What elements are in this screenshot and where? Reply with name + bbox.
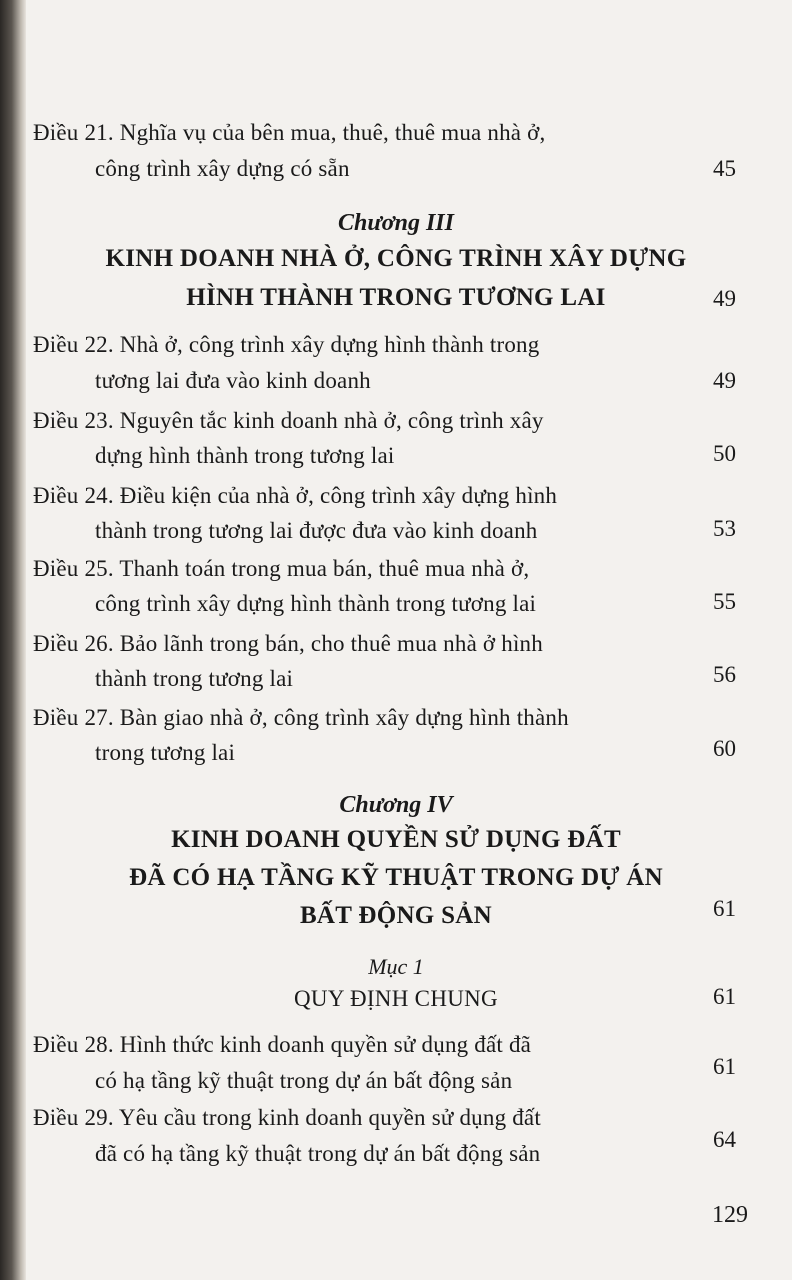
- toc-entry-22-line2: tương lai đưa vào kinh doanh: [95, 368, 371, 393]
- toc-entry-29-page: 64: [713, 1127, 736, 1152]
- toc-entry-23-line1: Điều 23. Nguyên tắc kinh doanh nhà ở, công trình xây: [33, 408, 544, 433]
- toc-entry-22-page: 49: [713, 368, 736, 393]
- toc-entry-25-line2: công trình xây dựng hình thành trong tương lai: [95, 591, 537, 616]
- toc-entry-27-line1: Điều 27. Bàn giao nhà ở, công trình xây dựng hình thành: [33, 705, 569, 730]
- chapter-4-title-line3: BẤT ĐỘNG SẢN: [299, 902, 493, 929]
- page-number: 129: [712, 1202, 748, 1228]
- section-1-page: 61: [713, 984, 736, 1009]
- toc-entry-29-line1: Điều 29. Yêu cầu trong kinh doanh quyền sử dụng đất: [33, 1105, 541, 1130]
- toc-entry-24-page: 53: [713, 516, 736, 541]
- toc-entry-28-page: 61: [713, 1054, 736, 1079]
- toc-entry-26-page: 56: [713, 662, 736, 687]
- toc-entry-28-line1: Điều 28. Hình thức kinh doanh quyền sử dụng đất đã: [33, 1032, 532, 1057]
- toc-entry-29-line2: đã có hạ tầng kỹ thuật trong dự án bất động sản: [95, 1141, 541, 1166]
- toc-entry-27-page: 60: [713, 736, 736, 761]
- toc-entry-26-line2: thành trong tương lai: [95, 666, 294, 691]
- chapter-4-title-line1: KINH DOANH QUYỀN SỬ DỤNG ĐẤT: [171, 826, 621, 853]
- toc-entry-24-line2: thành trong tương lai được đưa vào kinh doanh: [95, 518, 538, 543]
- toc-entry-25-page: 55: [713, 589, 736, 614]
- toc-entry-22-line1: Điều 22. Nhà ở, công trình xây dựng hình thành trong: [33, 332, 540, 357]
- chapter-4-label: Chương IV: [339, 792, 453, 818]
- chapter-4-page: 61: [713, 896, 736, 921]
- toc-entry-21-line1: Điều 21. Nghĩa vụ của bên mua, thuê, thuê mua nhà ở,: [33, 120, 546, 145]
- toc-entry-27-line2: trong tương lai: [95, 740, 236, 765]
- toc-entry-23-page: 50: [713, 441, 736, 466]
- toc-entry-26-line1: Điều 26. Bảo lãnh trong bán, cho thuê mua nhà ở hình: [33, 631, 543, 656]
- section-1-title: QUY ĐỊNH CHUNG: [294, 986, 498, 1011]
- chapter-3-title-line1: KINH DOANH NHÀ Ở, CÔNG TRÌNH XÂY DỰNG: [105, 245, 687, 272]
- chapter-3-page: 49: [713, 286, 736, 311]
- toc-entry-21-page: 45: [713, 156, 736, 181]
- toc-entry-24-line1: Điều 24. Điều kiện của nhà ở, công trình xây dựng hình: [33, 483, 558, 508]
- toc-entry-23-line2: dựng hình thành trong tương lai: [95, 443, 395, 468]
- toc-entry-21-line2: công trình xây dựng có sẵn: [95, 156, 350, 181]
- section-1-label: Mục 1: [368, 954, 424, 979]
- chapter-4-title-line2: ĐÃ CÓ HẠ TẦNG KỸ THUẬT TRONG DỰ ÁN: [129, 864, 663, 891]
- chapter-3-label: Chương III: [338, 210, 454, 236]
- chapter-3-title-line2: HÌNH THÀNH TRONG TƯƠNG LAI: [186, 284, 606, 311]
- toc-entry-28-line2: có hạ tầng kỹ thuật trong dự án bất động sản: [95, 1068, 513, 1093]
- toc-entry-25-line1: Điều 25. Thanh toán trong mua bán, thuê mua nhà ở,: [33, 556, 530, 581]
